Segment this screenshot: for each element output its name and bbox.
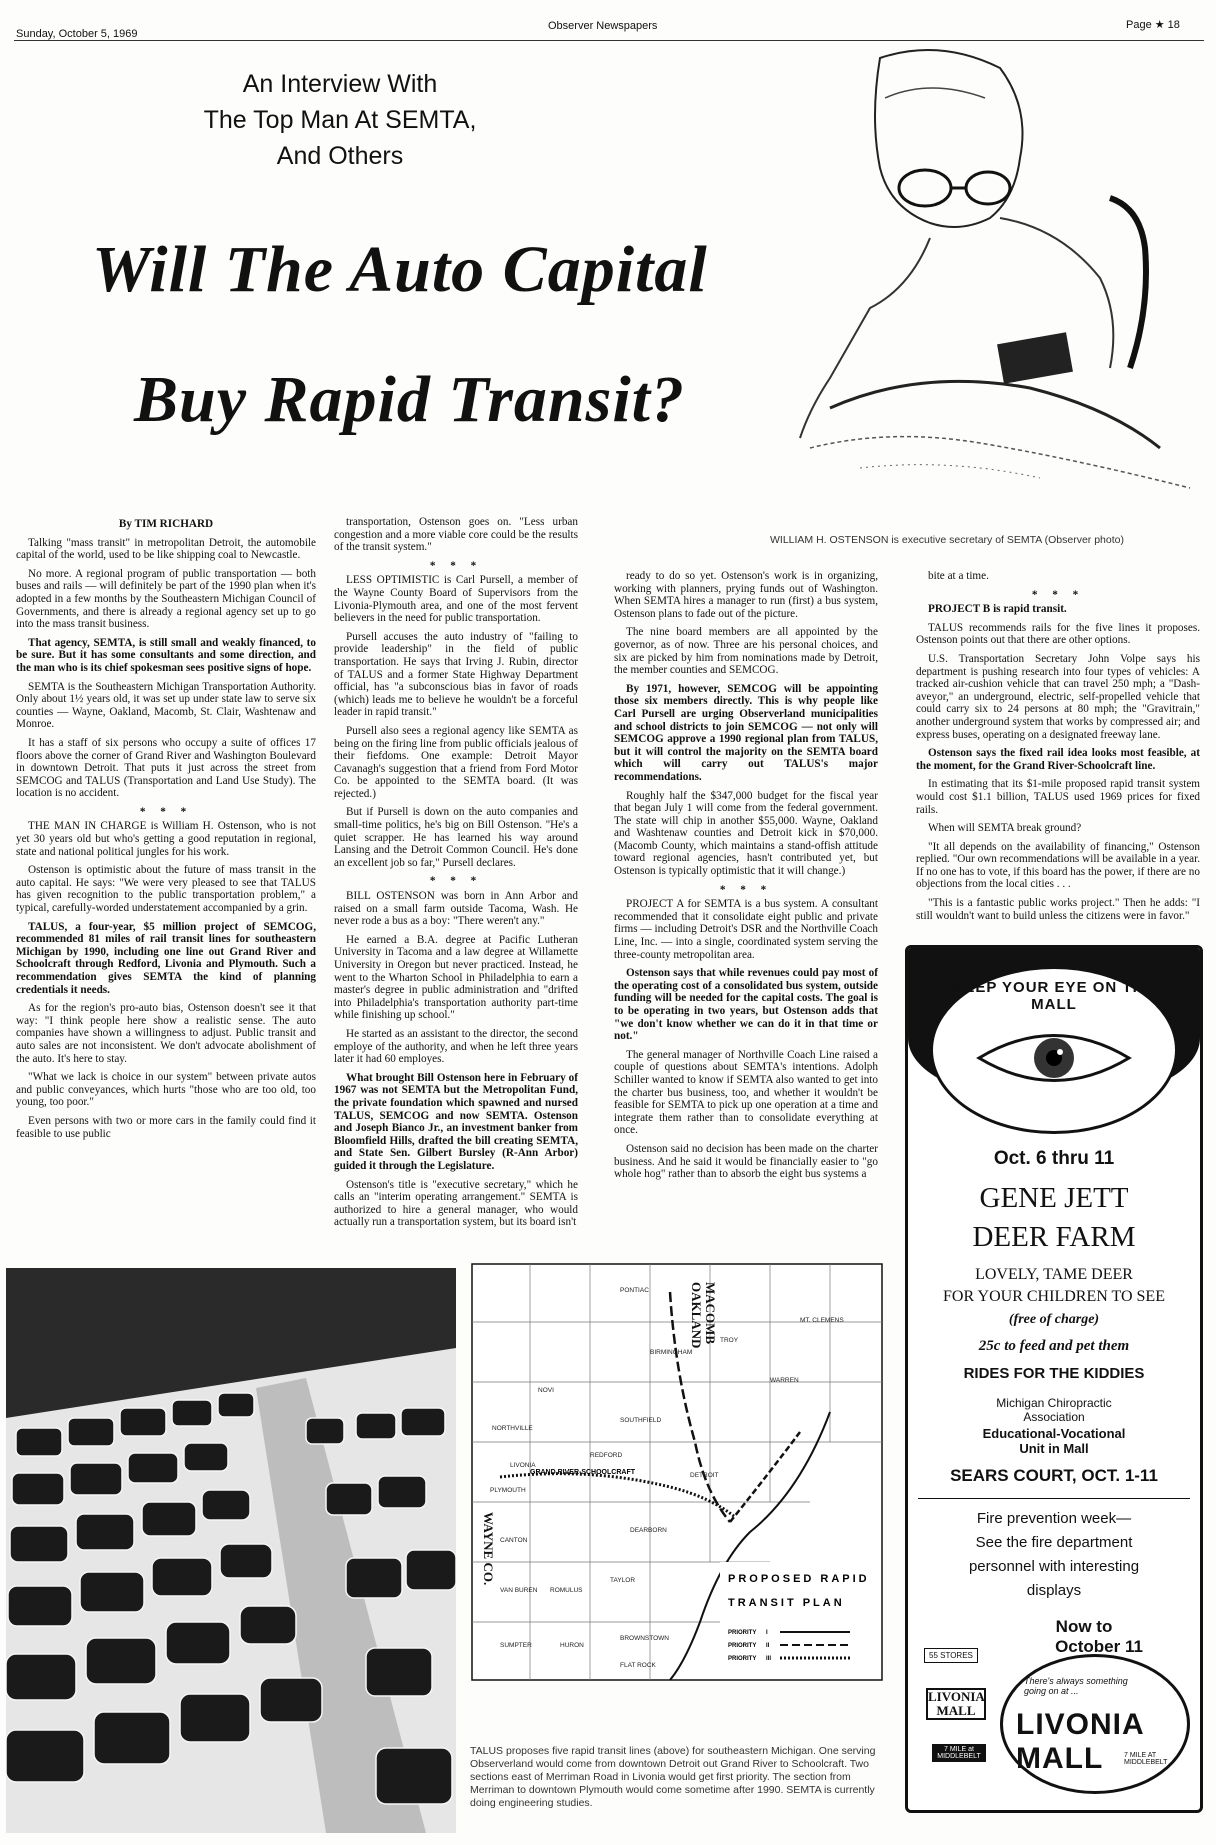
map-place-label: CANTON [500,1537,528,1544]
paragraph: ready to do so yet. Ostenson's work is in organizing, working with planners, prying funds out of Washington. When SEMTA hires a manager to run (first) a bus system, Ostenson plans to fade out of the picture. [614,570,878,620]
paragraph: What brought Bill Ostenson here in February of 1967 was not SEMTA but the Metropolitan Fund, the private foundation which spawned and nursed TALUS, SEMCOG and now SEMTA. Ostenson and Joseph Bianco Jr., an investment banker from Bloomfield Hills, drafted the bill creating SEMTA, and State Sen. Gilbert Bursley (R-Ann Arbor) guided it through the Legislature. [334,1071,578,1172]
paragraph: When will SEMTA break ground? [928,822,1082,835]
paragraph: Ostenson's title is "executive secretary," which he calls an "interim operating arrangement." SEMTA is authorized to hire a general manager, who would actually run a transportation system, but its board isn't [334,1178,578,1229]
ad-now: Now to [1055,1617,1113,1636]
section-divider: * * * [1031,588,1085,601]
ad-eye-banner [908,948,1200,1098]
paragraph: He started as an assistant to the director, the second employe of the authority, and when he left three years later it had 60 employes. [334,1027,578,1066]
map-place-label: WARREN [770,1377,799,1384]
issue-date: Sunday, October 5, 1969 [16,28,138,40]
section-divider: * * * [429,559,483,572]
paragraph: "It all depends on the availability of financing," Ostenson replied. "Our own recommendations will be available in a year. If no one has to vote, if this board has the power, if there are no objections from the local cities . . . [916,840,1200,891]
paragraph: Roughly half the $347,000 budget for the fiscal year that began July 1 will come from the federal government. The state will chip in another $55,000. Wayne, Oakland and Washtenaw counties and Detroit kick in $70,000. (Macomb County, which maintains a stand-offish attitude toward regional agencies, hasn't contributed yet, but Ostenson is typically optimistic that it will change.) [614,789,878,878]
ad-fire-4: displays [1026,1582,1082,1599]
ad-farm-2: DEER FARM [972,1221,1136,1253]
paragraph: U.S. Transportation Secretary John Volpe says his department is pushing research into four types of vehicles: A tracked air-cushion vehicle that can travel 250 mph; a "Dash-aveyor," an underground, electric, self-propelled vehicle that could carry six to 24 persons at 80 mph; the "Gravitrain," another underground system that works by compressed air; and express buses, operating on a designated freeway lane. [916,652,1200,741]
paragraph: BILL OSTENSON was born in Ann Arbor and raised on a small farm outside Tacoma, Wash. He never rode a bus as a boy: "There weren't any." [334,890,578,928]
ad-fire-1: Fire prevention week— [976,1510,1132,1527]
paragraph: SEMTA is the Southeastern Michigan Transportation Authority. Only about 1½ years old, it was set up under state law to serve six counties — Wayne, Oakland, Macomb, St. Clair, Washtenaw and Monroe. [16,680,316,731]
ad-slogan: KEEP YOUR EYE ON THE MALL [952,979,1156,1013]
map-place-label: SOUTHFIELD [620,1417,662,1424]
article-column-3 [614,570,878,1187]
legend-priority-label: PRIORITY [728,1643,757,1649]
paragraph: LESS OPTIMISTIC is Carl Pursell, a member of the Wayne County Board of Supervisors from the Livonia-Plymouth area, and one of the most fervent believers in the need for public transportation. [334,574,578,625]
eye-icon [974,1023,1134,1093]
map-place-label: NOVI [538,1387,554,1394]
ad-sign-2: MALL [936,1703,976,1718]
map-place-label: ROMULUS [550,1587,583,1594]
livonia-mall-ad [905,945,1203,1813]
paragraph: "This is a fantastic public works project." Then he adds: "I still wouldn't want to build unless the citizens were in favor." [916,897,1200,922]
paragraph: No more. A regional program of public transportation — both buses and rails — will definitely be part of the 1990 plan when it's adopted in a few months by the Southeastern Michigan Council of Governments, and there is already a regional agency set up to go into the mass transit business. [16,567,316,631]
map-place-label: FLAT ROCK [620,1662,656,1669]
ad-sears: SEARS COURT, OCT. 1-11 [950,1466,1158,1485]
map-place-label: VAN BUREN [500,1587,538,1594]
paragraph: Pursell accuses the auto industry of "failing to provide leadership" in the field of public transportation. He says that Irving J. Rubin, director of TALUS and a former State Highway Department official, has "a subconscious bias in favor of roads (which) leads me to believe he wouldn't be a forceful leader in rapid transit." [334,630,578,719]
ad-rides: RIDES FOR THE KIDDIES [963,1365,1145,1382]
legend-priority-label: PRIORITY [728,1656,757,1662]
ad-eye-oval [930,966,1178,1134]
deck-line-2: The Top Man At SEMTA, [203,106,477,134]
map-place-label: SUMPTER [500,1642,532,1649]
map-place-label: TAYLOR [610,1577,636,1584]
section-divider: * * * [139,805,193,818]
paragraph: In estimating that its $1-mile proposed rapid transit system would cost $1.1 billion, TALUS used 1969 prices for fixed rails. [916,778,1200,816]
map-place-label: DEARBORN [630,1527,667,1534]
ad-fire-2: See the fire department [975,1534,1133,1551]
map-place-label: NORTHVILLE [492,1425,533,1432]
paragraph: The nine board members are all appointed by the governor, as of now. Three are his personal choices, and six are picked by him from nominations made by Detroit, the member counties and SEMCOG. [614,626,878,677]
paragraph: That agency, SEMTA, is still small and weakly financed, to be sure. But it has some consultants and some direction, and the man who is its chief spokesman sees positive signs of hope. [16,636,316,674]
ad-farm-1: GENE JETT [979,1182,1129,1214]
paragraph: He earned a B.A. degree at Pacific Lutheran University in Tacoma and a law degree at Willamette University in Oregon but never practiced. Instead, he went to the Wharton School in Philadelphia to earn a master's degree in public administration and "drifted into Philadelphia's transportation authority part-time while finishing up school." [334,933,578,1022]
paragraph: Pursell also sees a regional agency like SEMTA as being on the firing line from public officials jealous of their fiefdoms. One example: Detroit Mayor Cavanagh's suggestion that a friend from Ford Motor Co. be appointed to the SEMTA board. (It was rejected.) [334,724,578,800]
ad-assoc-2: Association [1023,1410,1085,1424]
paragraph: Ostenson is optimistic about the future of mass transit in the auto capital. He says: "We were very pleased to see that TALUS has given recognition to the public transportation problem," a typical, carefully-worded understatement accompanied by a grin. [16,864,316,915]
deck-line-1: An Interview With [242,70,438,98]
map-place-label: DETROIT [690,1472,719,1479]
ad-brand-1: LIVONIA [1016,1708,1145,1741]
traffic-photo [6,1268,456,1833]
paragraph: The general manager of Northville Coach Line raised a couple of questions about SEMTA's intentions. Adolph Schiller wanted to know if SEMTA also wanted to get into the charter bus business, too, and whether it wouldn't be feasible for SEMTA to pick up one operation at a time and integrate them rather than to consolidate everything at once. [614,1048,878,1137]
paragraph: By 1971, however, SEMCOG will be appointing those six members directly. This is why people like Carl Pursell are urging Observerland municipalities and school districts to join SEMCOG — not only will SEMCOG approve a 1990 regional plan from TALUS, but it will control the majority on the SEMTA board which will carry out TALUS's major recommendations. [614,682,878,783]
ad-assoc-1: Michigan Chiropractic [996,1396,1112,1410]
byline: By TIM RICHARD [118,518,214,530]
paragraph: bite at a time. [928,570,989,582]
section-divider: * * * [429,875,483,888]
county-label-macomb: MACOMB [703,1282,718,1345]
map-place-label: BIRMINGHAM [650,1349,693,1356]
paragraph: Ostenson said no decision has been made on the charter business. And he said it would be financially easier to "go whole hog" rather than to absorb the eight bus systems a [614,1142,878,1181]
paragraph: Even persons with two or more cars in the family could find it feasible to use public [16,1114,316,1140]
map-place-label: PONTIAC [620,1287,649,1294]
ad-road-2: 7 MILE AT MIDDLEBELT [1124,1752,1168,1766]
ad-line-2: FOR YOUR CHILDREN TO SEE [943,1288,1165,1305]
paper-name: Observer Newspapers [548,20,658,32]
ad-assoc-3: Educational-Vocational [982,1426,1126,1441]
paragraph: THE MAN IN CHARGE is William H. Ostenson, who is not yet 30 years old but who's getting a good reputation in regional, state and national political jungles for his work. [16,820,316,858]
route-label: GRAND RIVER-SCHOOLCRAFT [530,1469,635,1476]
transit-map [470,1262,884,1682]
ad-dates: Oct. 6 thru 11 [993,1148,1115,1169]
photo-caption: WILLIAM H. OSTENSON is executive secretary of SEMTA (Observer photo) [770,534,1124,546]
legend-priority-label: PRIORITY [728,1630,757,1636]
map-place-label: HURON [560,1642,584,1649]
ad-brand-2: MALL [1016,1742,1104,1775]
ad-line-1: LOVELY, TAME DEER [975,1266,1133,1283]
map-title-2: TRANSIT PLAN [728,1597,845,1609]
paragraph: Ostenson says that while revenues could pay most of the operating cost of a consolidated bus system, outside funding will be needed for the capital costs. The goal is to be operating in two years, but Ostenson adds that "we don't know whether we can do it in that time or not." [614,967,878,1043]
article-column-1 [16,518,316,1146]
portrait-photo [770,48,1210,528]
map-place-label: TROY [720,1337,739,1344]
map-caption: TALUS proposes five rapid transit lines (above) for southeastern Michigan. One serving Observerland would come from downtown Detroit out Grand River to Schoolcraft. Two sections east of Merriman Road in Livonia would get first priority. The section from Merriman to downtown Plymouth would come sometime after 1990. SEMTA is currently doing engineering studies. [470,1745,876,1809]
article-column-4 [916,570,1200,928]
ad-sign-1: LIVONIA [928,1689,985,1704]
page-number: Page ★ 18 [1126,19,1180,31]
paragraph: Ostenson says the fixed rail idea looks most feasible, at the moment, for the Grand River-Schoolcraft line. [916,747,1200,772]
deck [150,66,530,174]
paragraph: But if Pursell is down on the auto companies and small-time politics, he's big on Bill Ostenson. "He's a quiet scrapper. He has learned his way around Lansing and the Detroit Common Council. He's done an excellent job so far," Pursell declares. [334,806,578,869]
county-label-oakland: OAKLAND [689,1282,704,1349]
paragraph: transportation, Ostenson goes on. "Less urban congestion and a more viable core could be the results of the transit system." [334,516,578,554]
headline-line-2: Buy Rapid Transit? [134,363,685,436]
header-rule [14,40,1204,41]
paragraph: PROJECT A for SEMTA is a bus system. A consultant recommended that it consolidate eight public and private firms — including Detroit's DSR and the Northville Coach Line, Inc. — into a single, coordinated system serving the three-county metropolitan area. [614,898,878,961]
headline-line-1: Will The Auto Capital [92,233,708,306]
paragraph: TALUS recommends rails for the five lines it proposes. Ostenson points out that there are other options. [916,621,1200,647]
ad-stores: 55 STORES [924,1648,978,1663]
map-place-label: MT. CLEMENS [800,1317,844,1324]
map-title-1: PROPOSED RAPID [728,1573,870,1585]
article-column-2 [334,516,578,1235]
paragraph: Talking "mass transit" in metropolitan Detroit, the automobile capital of the world, used to be like shipping coal to Newcastle. [16,536,316,562]
paragraph: "What we lack is choice in our system" between private autos and public conveyances, which hurts "those who are too old, too young, too poor." [16,1071,316,1109]
map-place-label: BROWNSTOWN [620,1635,669,1642]
map-place-label: REDFORD [590,1452,623,1459]
ad-feed: 25c to feed and pet them [978,1338,1130,1354]
ad-assoc-4: Unit in Mall [1019,1441,1089,1456]
section-divider: * * * [719,883,773,896]
county-label-wayne: WAYNE CO. [481,1512,496,1586]
deck-line-3: And Others [276,142,404,170]
paragraph: TALUS, a four-year, $5 million project of SEMCOG, recommended 81 miles of rail transit lines for southeastern Michigan by 1990, including one line out Grand River and Schoolcraft through Redford, Livonia and Plymouth. Such a recommendation gives SEMTA the kind of planning credentials it needs. [16,920,316,996]
ad-road-sign: 7 MILE at MIDDLEBELT [932,1744,986,1762]
legend-priority-3: III [766,1656,772,1662]
map-place-label: LIVONIA [510,1462,536,1469]
ad-mall-sign [924,1648,1194,1798]
legend-priority-2: II [766,1643,770,1649]
paragraph: PROJECT B is rapid transit. [928,603,1067,616]
ad-always: There's always something going on at ... [1024,1676,1128,1696]
ad-free: (free of charge) [1008,1312,1100,1327]
paragraph: It has a staff of six persons who occupy a suite of offices 17 floors above the corner of Grand River and Washington Boulevard in downtown Detroit. That puts it just across the street from SEMCOG and TALUS (Transportation and Land Use Study). The location is no accident. [16,736,316,800]
paragraph: As for the region's pro-auto bias, Ostenson doesn't see it that way: "I think people here show a realistic sense. The auto companies have shown a willingness to adjust. Public transit and auto sales are not inconsistent. We don't advocate abolishment of the auto. It's here to stay. [16,1002,316,1065]
ad-fire-3: personnel with interesting [968,1558,1140,1575]
ad-sign-board [926,1688,986,1720]
legend-priority-1: I [766,1630,768,1636]
map-place-label: PLYMOUTH [490,1487,526,1494]
ad-until: October 11 [1055,1637,1143,1656]
